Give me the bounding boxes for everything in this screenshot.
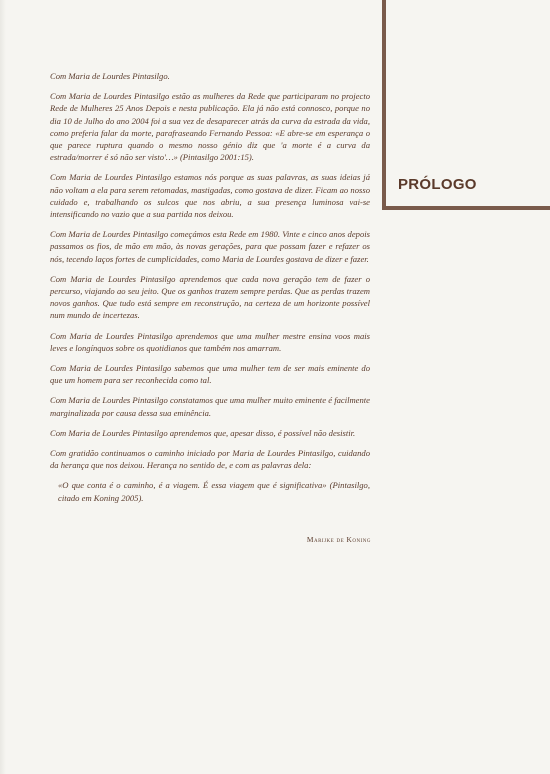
paragraph: Com Maria de Lourdes Pintasilgo.	[50, 71, 170, 81]
paragraph: Com Maria de Lourdes Pintasilgo aprendemos que, apesar disso, é possível não desistir.	[50, 427, 356, 438]
block-quote: «O que conta é o caminho, é a viagem. É essa viagem que é significativa» (Pintasilgo, citado em Koning 2005).	[58, 480, 370, 503]
paragraph: Com Maria de Lourdes Pintasilgo estamos nós porque as suas palavras, as suas ideias já não voltam a ela para serem retomadas, mastigadas, como gostava de dizer. Ficam ao nosso cuidado e, trabalhando os sulcos que nos abriu, a sua presença luminosa vai-se intensificando no vazio que a sua partida nos deixou.	[50, 172, 370, 220]
paragraph: Com Maria de Lourdes Pintasilgo constatamos que uma mulher muito eminente é facilmente marginalizada por causa dessa sua eminência.	[50, 395, 370, 418]
body-text	[50, 70, 370, 512]
paragraph: Com Maria de Lourdes Pintasilgo começámos esta Rede em 1980. Vinte e cinco anos depois passamos os fios, de mão em mão, às novas gerações, para que possam fazer e refazer os nós, tecendo laços fortes de cumplicidades, como Maria de Lourdes gostava de dizer e fazer.	[50, 229, 370, 264]
paragraph: Com Maria de Lourdes Pintasilgo sabemos que uma mulher tem de ser mais eminente do que um homem para ser reconhecida como tal.	[50, 363, 370, 386]
horizontal-rule	[382, 206, 550, 210]
paragraph: Com Maria de Lourdes Pintasilgo estão as mulheres da Rede que participaram no projecto Rede de Mulheres 25 Anos Depois e nesta publicação. Ela já não está connosco, porque no dia 10 de Julho do ano 2004 foi a sua vez de desaparecer atrás da curva da estrada da vida, como preferia falar da morte, parafraseando Fernando Pessoa: «E abre-se em esperança o que parece ruptura quando o mesmo nosso génio diz que 'a morte é a curva da estrada/morrer é só não ser visto'…» (Pintasilgo 2001:15).	[50, 91, 370, 163]
paragraph: Com Maria de Lourdes Pintasilgo aprendemos que uma mulher mestre ensina voos mais leves e longínquos sobre os quotidianos que também nos amarram.	[50, 330, 370, 353]
section-title: PRÓLOGO	[398, 176, 477, 193]
paragraph: Com gratidão continuamos o caminho iniciado por Maria de Lourdes Pintasilgo, cuidando da herança que nos deixou. Herança no sentido de, e com as palavras dela:	[50, 448, 370, 471]
vertical-rule	[382, 0, 386, 210]
paragraph: Com Maria de Lourdes Pintasilgo aprendemos que cada nova geração tem de fazer o percurso, viajando ao seu jeito. Que os ganhos trazem sempre perdas. Que as perdas trazem novos ganhos. Que tudo está sempre em reconstrução, na certeza de um horizonte possível num mundo de incertezas.	[50, 273, 370, 321]
author-signature: Marijke de Koning	[306, 535, 371, 544]
